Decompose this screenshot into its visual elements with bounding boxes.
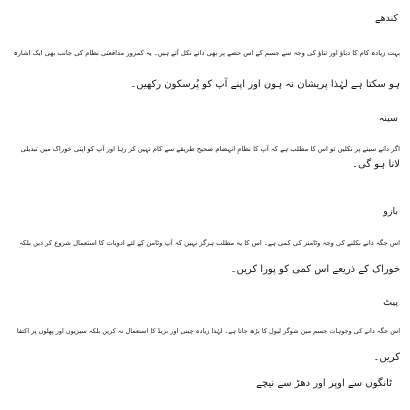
paragraph-line-arms-2: خوراک کے ذریعے اس کمی کو پورا کریں۔: [230, 264, 400, 275]
paragraph-line-arms-1: اس جگہ دانے نکلنے کی وجہ وٹامنز کی کمی ہے۔ اس کا یہ مطلب ہرگز نہیں کہ آپ وٹامن کے لئے ادویات کا استعمال شروع کر دیں بلکہ: [19, 239, 400, 247]
section-heading-stomach: پیٹ: [383, 297, 398, 308]
paragraph-line-chest-1: اگر دانے سینے پر نکلیں تو اس کا مطلب ہے کہ آپ کا نظامِ انہضام صحیح طریقے سے کام نہیں کر رہا اور آپ کو اپنی خوراک میں تبدیلی: [20, 145, 400, 153]
paragraph-line-chest-2: لانا ہو گی۔: [352, 159, 400, 170]
section-heading-arms: بازو: [383, 206, 398, 217]
paragraph-line-stomach-2: کریں۔: [373, 352, 400, 363]
section-heading-lower-torso: ٹانگوں سے اوپر اور دھڑ سے نیچے: [256, 378, 392, 389]
paragraph-line-shoulders-1: بہت زیادہ کام کا دباؤ اور تناؤ کی وجہ سے جسم کے اس حصے پر بھی دانے نکل آتے ہیں۔ یہ کمزور مدافعتی نظام کی جانب بھی ایک اشارہ: [13, 49, 400, 57]
paragraph-line-shoulders-2: ہو سکتا ہے لہٰذا پریشان نہ ہوں اور اپنے آپ کو پُرسکون رکھیں۔: [130, 79, 400, 90]
section-heading-shoulders: کندھے: [375, 13, 398, 24]
paragraph-line-stomach-1: اس جگہ دانے کی وجوہات جسم میں شوگر لیول کا بڑھ جانا ہے۔ لہٰذا زیادہ چینی اور بریڈ کا استعمال نہ کریں بلکہ سبزیوں اور پھلوں پر اکتفا: [16, 327, 400, 335]
section-heading-chest: سینہ: [378, 113, 398, 124]
